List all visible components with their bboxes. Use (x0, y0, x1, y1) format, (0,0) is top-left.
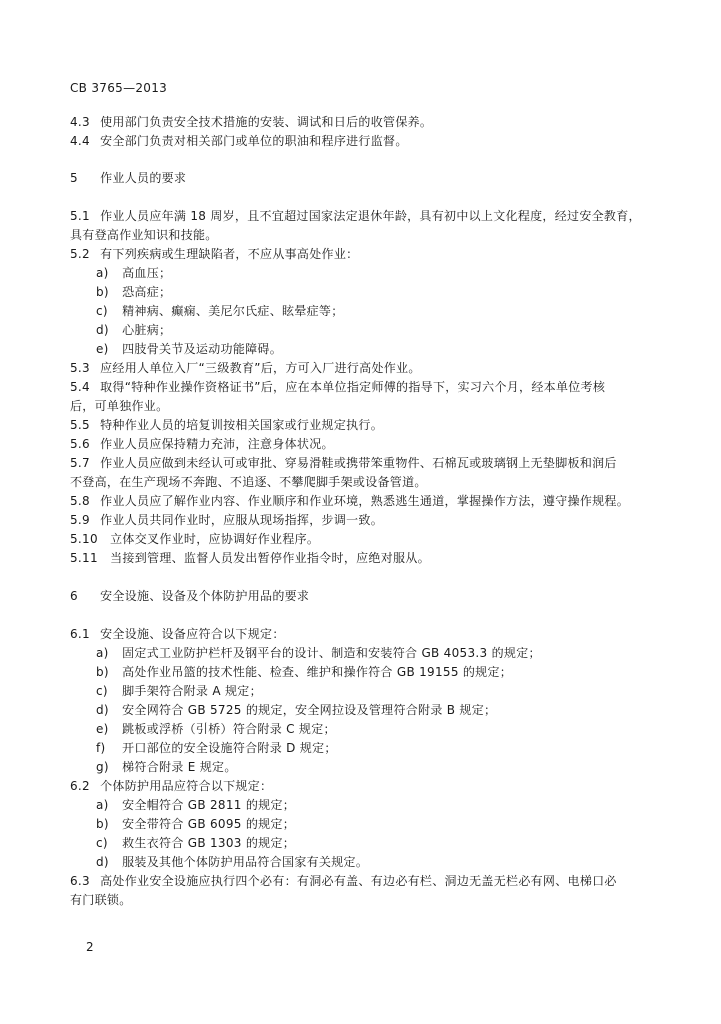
item-marker: b) (96, 665, 109, 679)
clause-5-10 (70, 531, 319, 547)
item-marker: e) (96, 722, 109, 736)
clause-text: 立体交叉作业时，应协调好作业程序。 (110, 532, 320, 546)
clause-number: 5.10 (70, 532, 98, 546)
clause-5-1-cont: 具有登高作业知识和技能。 (70, 228, 218, 242)
list-item (96, 265, 171, 281)
clause-4-3 (70, 114, 432, 130)
clause-6-1 (70, 626, 285, 642)
list-item (96, 797, 295, 813)
clause-text: 特种作业人员的培复训按相关国家或行业规定执行。 (100, 418, 384, 432)
clause-5-7 (70, 455, 617, 471)
item-marker: d) (96, 703, 109, 717)
clause-text: 取得“特种作业操作资格证书”后，应在本单位指定师傅的指导下，实习六个月，经本单位考核 (100, 380, 606, 394)
section-title: 作业人员的要求 (100, 171, 187, 185)
list-item (96, 664, 512, 680)
item-text: 开口部位的安全设施符合附录 D 规定； (122, 741, 337, 755)
clause-5-4 (70, 379, 605, 395)
list-item (96, 759, 237, 775)
clause-number: 5.4 (70, 380, 90, 394)
item-text: 高血压； (122, 266, 172, 280)
item-marker: a) (96, 798, 109, 812)
clause-5-4-cont: 后，可单独作业。 (70, 399, 169, 413)
item-text: 安全帽符合 GB 2811 的规定； (122, 798, 296, 812)
item-text: 精神病、癫痫、美尼尔氏症、眩晕症等； (122, 304, 344, 318)
item-marker: a) (96, 646, 109, 660)
list-item (96, 835, 295, 851)
clause-number: 5.8 (70, 494, 90, 508)
clause-5-9 (70, 512, 383, 528)
clause-number: 6.1 (70, 627, 90, 641)
clause-number: 6.2 (70, 779, 90, 793)
item-marker: c) (96, 836, 108, 850)
clause-text: 当接到管理、监督人员发出暂停作业指令时，应绝对服从。 (110, 551, 430, 565)
list-item (96, 721, 336, 737)
item-marker: d) (96, 855, 109, 869)
item-text: 脚手架符合附录 A 规定； (122, 684, 262, 698)
clause-text: 有下列疾病或生理缺陷者，不应从事高处作业： (100, 247, 359, 261)
clause-5-8 (70, 493, 629, 509)
item-text: 服装及其他个体防护用品符合国家有关规定。 (122, 855, 369, 869)
clause-number: 6.3 (70, 874, 90, 888)
item-marker: c) (96, 304, 108, 318)
list-item (96, 702, 496, 718)
list-item (96, 645, 541, 661)
list-item (96, 683, 262, 699)
clause-text: 作业人员共同作业时，应服从现场指挥，步调一致。 (100, 513, 384, 527)
item-text: 恐高症； (122, 285, 172, 299)
item-text: 跳板或浮桥（引桥）符合附录 C 规定； (122, 722, 336, 736)
item-marker: d) (96, 323, 109, 337)
list-item (96, 854, 368, 870)
item-marker: e) (96, 342, 109, 356)
clause-text: 安全部门负责对相关部门或单位的职油和程序进行监督。 (100, 134, 408, 148)
item-text: 高处作业吊篮的技术性能、检查、维护和操作符合 GB 19155 的规定； (122, 665, 513, 679)
item-text: 心脏病； (122, 323, 172, 337)
item-text: 固定式工业防护栏杆及钢平台的设计、制造和安装符合 GB 4053.3 的规定； (122, 646, 541, 660)
section-6-heading (70, 588, 309, 604)
clause-text: 个体防护用品应符合以下规定： (100, 779, 273, 793)
clause-number: 5.3 (70, 361, 90, 375)
list-item (96, 303, 344, 319)
clause-number: 5.11 (70, 551, 98, 565)
item-text: 四肢骨关节及运动功能障碍。 (122, 342, 283, 356)
standard-code-header: CB 3765—2013 (70, 81, 168, 95)
clause-5-7-cont: 不登高，在生产现场不奔跑、不追逐、不攀爬脚手架或设备管道。 (70, 475, 427, 489)
list-item (96, 816, 295, 832)
clause-5-11 (70, 550, 430, 566)
clause-number: 5.1 (70, 209, 90, 223)
clause-number: 5.5 (70, 418, 90, 432)
clause-5-6 (70, 436, 334, 452)
item-marker: b) (96, 817, 109, 831)
item-marker: g) (96, 760, 109, 774)
clause-number: 5.9 (70, 513, 90, 527)
section-number: 6 (70, 589, 78, 603)
clause-text: 高处作业安全设施应执行四个必有：有洞必有盖、有边必有栏、洞边无盖无栏必有网、电梯口必 (100, 874, 617, 888)
list-item (96, 322, 171, 338)
clause-6-3-cont: 有门联锁。 (70, 893, 132, 907)
clause-text: 作业人员应做到未经认可或审批、穿易滑鞋或携带笨重物件、石棉瓦或玻璃钢上无垫脚板和润后 (100, 456, 617, 470)
clause-text: 作业人员应年满 18 周岁，且不宜超过国家法定退休年龄，具有初中以上文化程度，经过安全教育， (100, 209, 641, 223)
clause-text: 应经用人单位入厂“三级教育”后，方可入厂进行高处作业。 (100, 361, 421, 375)
list-item (96, 341, 282, 357)
item-text: 梯符合附录 E 规定。 (122, 760, 237, 774)
clause-5-1 (70, 208, 641, 224)
clause-text: 使用部门负责安全技术措施的安装、调试和日后的收管保养。 (100, 115, 433, 129)
clause-5-5 (70, 417, 383, 433)
item-marker: a) (96, 266, 109, 280)
clause-6-2 (70, 778, 272, 794)
item-text: 安全带符合 GB 6095 的规定； (122, 817, 296, 831)
clause-number: 5.2 (70, 247, 90, 261)
clause-6-3 (70, 873, 617, 889)
section-number: 5 (70, 171, 78, 185)
item-marker: c) (96, 684, 108, 698)
clause-5-2 (70, 246, 358, 262)
item-marker: b) (96, 285, 109, 299)
item-text: 安全网符合 GB 5725 的规定，安全网拉设及管理符合附录 B 规定； (122, 703, 497, 717)
clause-number: 4.4 (70, 134, 90, 148)
clause-text: 安全设施、设备应符合以下规定： (100, 627, 285, 641)
clause-number: 5.7 (70, 456, 90, 470)
section-5-heading (70, 170, 186, 186)
section-title: 安全设施、设备及个体防护用品的要求 (100, 589, 310, 603)
item-text: 救生衣符合 GB 1303 的规定； (122, 836, 296, 850)
clause-text: 作业人员应了解作业内容、作业顺序和作业环境，熟悉逃生通道，掌握操作方法，遵守操作规程。 (100, 494, 630, 508)
clause-number: 4.3 (70, 115, 90, 129)
page-number: 2 (86, 940, 94, 954)
clause-4-4 (70, 133, 408, 149)
clause-5-3 (70, 360, 421, 376)
list-item (96, 740, 337, 756)
clause-text: 作业人员应保持精力充沛，注意身体状况。 (100, 437, 334, 451)
clause-number: 5.6 (70, 437, 90, 451)
list-item (96, 284, 171, 300)
item-marker: f) (96, 741, 106, 755)
